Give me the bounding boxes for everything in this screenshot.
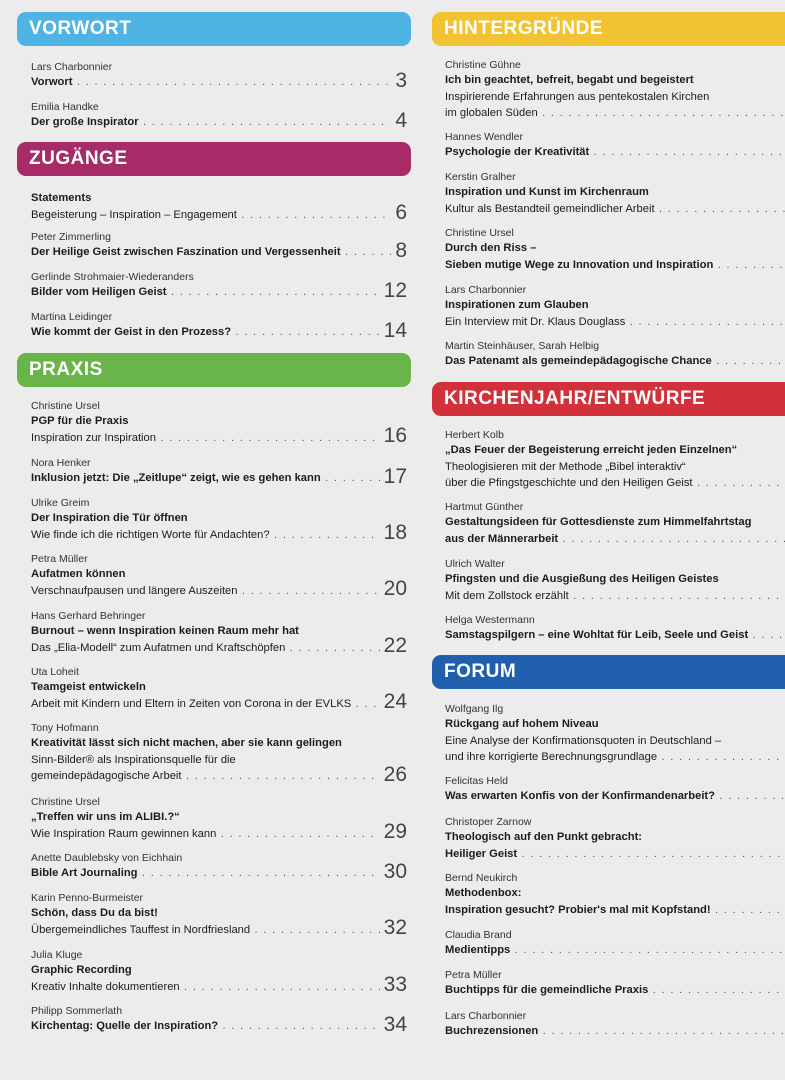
entry-title: Ich bin geachtet, befreit, begabt und begeistert xyxy=(445,74,694,86)
toc-entry xyxy=(31,795,407,842)
toc-entry xyxy=(445,283,785,330)
section-header-zugaenge: ZUGÄNGE xyxy=(17,142,411,176)
entry-author: Petra Müller xyxy=(445,969,502,981)
entry-title: Kirchentag: Quelle der Inspiration? . . . xyxy=(31,1018,407,1035)
toc-entry xyxy=(445,339,785,370)
entry-author: Felicitas Held xyxy=(445,775,509,787)
entry-title: PGP für die Praxis xyxy=(31,415,129,427)
entry-subtitle: gemeindepädagogische Arbeit . . . xyxy=(31,768,407,785)
page-number: 4 xyxy=(391,109,407,133)
page-number: 32 xyxy=(380,916,407,940)
entry-title: Der große Inspirator . . . xyxy=(31,114,407,131)
entry-author: Uta Loheit xyxy=(31,666,79,678)
entry-subtitle: Theologisieren mit der Methode „Bibel interaktiv“ xyxy=(445,460,686,473)
section-header-kirchenjahr: KIRCHENJAHR/ENTWÜRFE xyxy=(432,382,785,416)
entry-author: Julia Kluge xyxy=(31,949,83,961)
entry-title: „Treffen wir uns im ALIBI.?“ xyxy=(31,811,180,823)
toc-entry xyxy=(31,456,407,487)
entry-subtitle: Inspiration zur Inspiration . . . xyxy=(31,430,407,447)
entry-author: Martina Leidinger xyxy=(31,311,113,323)
page-number: 26 xyxy=(380,763,407,787)
page-number: 8 xyxy=(391,239,407,263)
entry-author: Philipp Sommerlath xyxy=(31,1005,123,1017)
entry-subtitle: Verschnaufpausen und längere Auszeiten . . . xyxy=(31,583,407,600)
entry-title: Methodenbox: xyxy=(445,887,522,899)
toc-entry xyxy=(31,1004,407,1035)
entry-title: Inspiration gesucht? Probier's mal mit Kopfstand! . . . xyxy=(445,902,785,919)
entry-title: Samstagspilgern – eine Wohltat für Leib, Seele und Geist . . . xyxy=(445,627,785,644)
entry-title: „Das Feuer der Begeisterung erreicht jeden Einzelnen“ xyxy=(445,444,738,456)
toc-entry xyxy=(31,496,407,543)
toc-entry xyxy=(31,665,407,712)
entry-title: Sieben mutige Wege zu Innovation und Inspiration . . . xyxy=(445,257,785,274)
page-number: 34 xyxy=(380,1013,407,1037)
entry-title: Buchrezensionen . . . xyxy=(445,1023,785,1040)
entry-title: Inspirationen zum Glauben xyxy=(445,299,589,311)
toc-entry xyxy=(445,774,785,805)
toc-entry xyxy=(445,702,785,766)
entry-title: Buchtipps für die gemeindliche Praxis . . . xyxy=(445,982,785,999)
entry-author: Nora Henker xyxy=(31,457,91,469)
page-number: 30 xyxy=(380,860,407,884)
entry-title: Der Inspiration die Tür öffnen xyxy=(31,512,188,524)
entry-author: Christine Gühne xyxy=(445,59,521,71)
entry-subtitle: im globalen Süden . . . xyxy=(445,105,785,122)
toc-entry xyxy=(31,851,407,882)
entry-title: Gestaltungsideen für Gottesdienste zum Himmelfahrtstag xyxy=(445,516,752,528)
page-number: 3 xyxy=(391,69,407,93)
entry-author: Peter Zimmerling xyxy=(31,231,111,243)
entry-author: Christoper Zarnow xyxy=(445,816,532,828)
toc-entry xyxy=(31,721,407,785)
entry-author: Hans Gerhard Behringer xyxy=(31,610,146,622)
entry-author: Tony Hofmann xyxy=(31,722,99,734)
section-header-vorwort: VORWORT xyxy=(17,12,411,46)
toc-entry xyxy=(445,613,785,644)
entry-subtitle: und ihre korrigierte Berechnungsgrundlage . . . xyxy=(445,749,785,766)
entry-author: Hannes Wendler xyxy=(445,131,524,143)
entry-subtitle: Eine Analyse der Konfirmationsquoten in Deutschland – xyxy=(445,734,722,747)
toc-entry xyxy=(445,815,785,862)
entry-author: Lars Charbonnier xyxy=(445,1010,527,1022)
toc-entry xyxy=(445,968,785,999)
toc-entry xyxy=(445,170,785,217)
page-number: 29 xyxy=(380,820,407,844)
entry-subtitle: Inspirierende Erfahrungen aus pentekostalen Kirchen xyxy=(445,90,710,103)
entry-title: Statements xyxy=(31,192,92,204)
entry-title: Inspiration und Kunst im Kirchenraum xyxy=(445,186,649,198)
section-header-forum: FORUM xyxy=(432,655,785,689)
entry-author: Christine Ursel xyxy=(31,400,100,412)
entry-subtitle: Mit dem Zollstock erzählt . . . xyxy=(445,588,785,605)
entry-title: aus der Männerarbeit . . . xyxy=(445,531,785,548)
entry-title: Rückgang auf hohem Niveau xyxy=(445,718,599,730)
entry-subtitle: Wie finde ich die richtigen Worte für Andachten? . . . xyxy=(31,527,407,544)
page-number: 17 xyxy=(380,465,407,489)
toc-entry xyxy=(445,557,785,604)
entry-title: Durch den Riss – xyxy=(445,242,537,254)
entry-title: Wie kommt der Geist in den Prozess? . . . xyxy=(31,324,407,341)
entry-author: Ulrich Walter xyxy=(445,558,505,570)
entry-author: Wolfgang Ilg xyxy=(445,703,504,715)
entry-subtitle: Wie Inspiration Raum gewinnen kann . . . xyxy=(31,826,407,843)
entry-author: Anette Daublebsky von Eichhain xyxy=(31,852,183,864)
toc-entry xyxy=(31,948,407,995)
toc-entry xyxy=(31,310,407,341)
page-number: 14 xyxy=(380,319,407,343)
entry-title: Schön, dass Du da bist! xyxy=(31,907,158,919)
toc-entry xyxy=(31,552,407,599)
toc-entry xyxy=(445,500,785,547)
entry-author: Lars Charbonnier xyxy=(445,284,527,296)
page-number: 20 xyxy=(380,577,407,601)
toc-entry xyxy=(445,1009,785,1040)
page-number: 6 xyxy=(391,201,407,225)
entry-author: Lars Charbonnier xyxy=(31,61,113,73)
toc-entry xyxy=(31,399,407,446)
page-number: 22 xyxy=(380,634,407,658)
entry-author: Christine Ursel xyxy=(445,227,514,239)
entry-title: Was erwarten Konfis von der Konfirmandenarbeit? . . . xyxy=(445,788,785,805)
entry-author: Helga Westermann xyxy=(445,614,535,626)
entry-author: Hartmut Günther xyxy=(445,501,524,513)
entry-title: Bilder vom Heiligen Geist . . . xyxy=(31,284,407,301)
entry-author: Karin Penno-Burmeister xyxy=(31,892,144,904)
toc-entry xyxy=(445,58,785,122)
entry-subtitle: Das „Elia-Modell“ zum Aufatmen und Kraftschöpfen . . . xyxy=(31,640,407,657)
toc-entry xyxy=(31,190,407,223)
toc-entry xyxy=(31,100,407,131)
toc-entry xyxy=(445,428,785,492)
toc-entry xyxy=(31,60,407,91)
section-header-hintergruende: HINTERGRÜNDE xyxy=(432,12,785,46)
entry-subtitle: Begeisterung – Inspiration – Engagement . . . xyxy=(31,207,407,224)
page-number: 24 xyxy=(380,690,407,714)
entry-author: Claudia Brand xyxy=(445,929,512,941)
entry-title: Heiliger Geist . . . xyxy=(445,846,785,863)
page-number: 16 xyxy=(380,424,407,448)
entry-subtitle: über die Pfingstgeschichte und den Heiligen Geist . . . xyxy=(445,475,785,492)
entry-title: Das Patenamt als gemeindepädagogische Chance . . . xyxy=(445,353,785,370)
entry-subtitle: Ein Interview mit Dr. Klaus Douglass . . . xyxy=(445,314,785,331)
entry-title: Vorwort . . . xyxy=(31,74,407,91)
toc-entry xyxy=(445,226,785,273)
entry-title: Inklusion jetzt: Die „Zeitlupe“ zeigt, wie es gehen kann . . . xyxy=(31,470,407,487)
entry-author: Petra Müller xyxy=(31,553,88,565)
toc-entry xyxy=(31,609,407,656)
entry-author: Christine Ursel xyxy=(31,796,100,808)
page-number: 33 xyxy=(380,973,407,997)
entry-title: Bible Art Journaling . . . xyxy=(31,865,407,882)
toc-entry xyxy=(445,130,785,161)
entry-title: Medientipps . . . xyxy=(445,942,785,959)
entry-author: Kerstin Gralher xyxy=(445,171,516,183)
toc-entry xyxy=(31,230,407,261)
toc-entry xyxy=(445,871,785,918)
entry-title: Kreativität lässt sich nicht machen, aber sie kann gelingen xyxy=(31,737,342,749)
toc-entry xyxy=(445,928,785,959)
entry-title: Aufatmen können xyxy=(31,568,126,580)
entry-title: Theologisch auf den Punkt gebracht: xyxy=(445,831,643,843)
entry-author: Herbert Kolb xyxy=(445,429,504,441)
entry-subtitle: Sinn-Bilder® als Inspirationsquelle für die xyxy=(31,753,236,766)
entry-subtitle: Arbeit mit Kindern und Eltern in Zeiten von Corona in der EVLKS . . . xyxy=(31,696,407,713)
entry-author: Emilia Handke xyxy=(31,101,99,113)
entry-title: Psychologie der Kreativität . . . xyxy=(445,144,785,161)
page-number: 18 xyxy=(380,521,407,545)
toc-entry xyxy=(31,270,407,301)
entry-subtitle: Kultur als Bestandteil gemeindlicher Arbeit . . . xyxy=(445,201,785,218)
entry-subtitle: Übergemeindliches Tauffest in Nordfriesland . . . xyxy=(31,922,407,939)
toc-entry xyxy=(31,891,407,938)
entry-title: Teamgeist entwickeln xyxy=(31,681,146,693)
entry-title: Pfingsten und die Ausgießung des Heiligen Geistes xyxy=(445,573,719,585)
section-header-praxis: PRAXIS xyxy=(17,353,411,387)
entry-author: Gerlinde Strohmaier-Wiederanders xyxy=(31,271,194,283)
page-number: 12 xyxy=(380,279,407,303)
entry-author: Ulrike Greim xyxy=(31,497,90,509)
entry-author: Bernd Neukirch xyxy=(445,872,518,884)
entry-author: Martin Steinhäuser, Sarah Helbig xyxy=(445,340,600,352)
entry-title: Burnout – wenn Inspiration keinen Raum mehr hat xyxy=(31,625,299,637)
entry-title: Graphic Recording xyxy=(31,964,132,976)
entry-subtitle: Kreativ Inhalte dokumentieren . . . xyxy=(31,979,407,996)
entry-title: Der Heilige Geist zwischen Faszination und Vergessenheit . . . xyxy=(31,244,407,261)
